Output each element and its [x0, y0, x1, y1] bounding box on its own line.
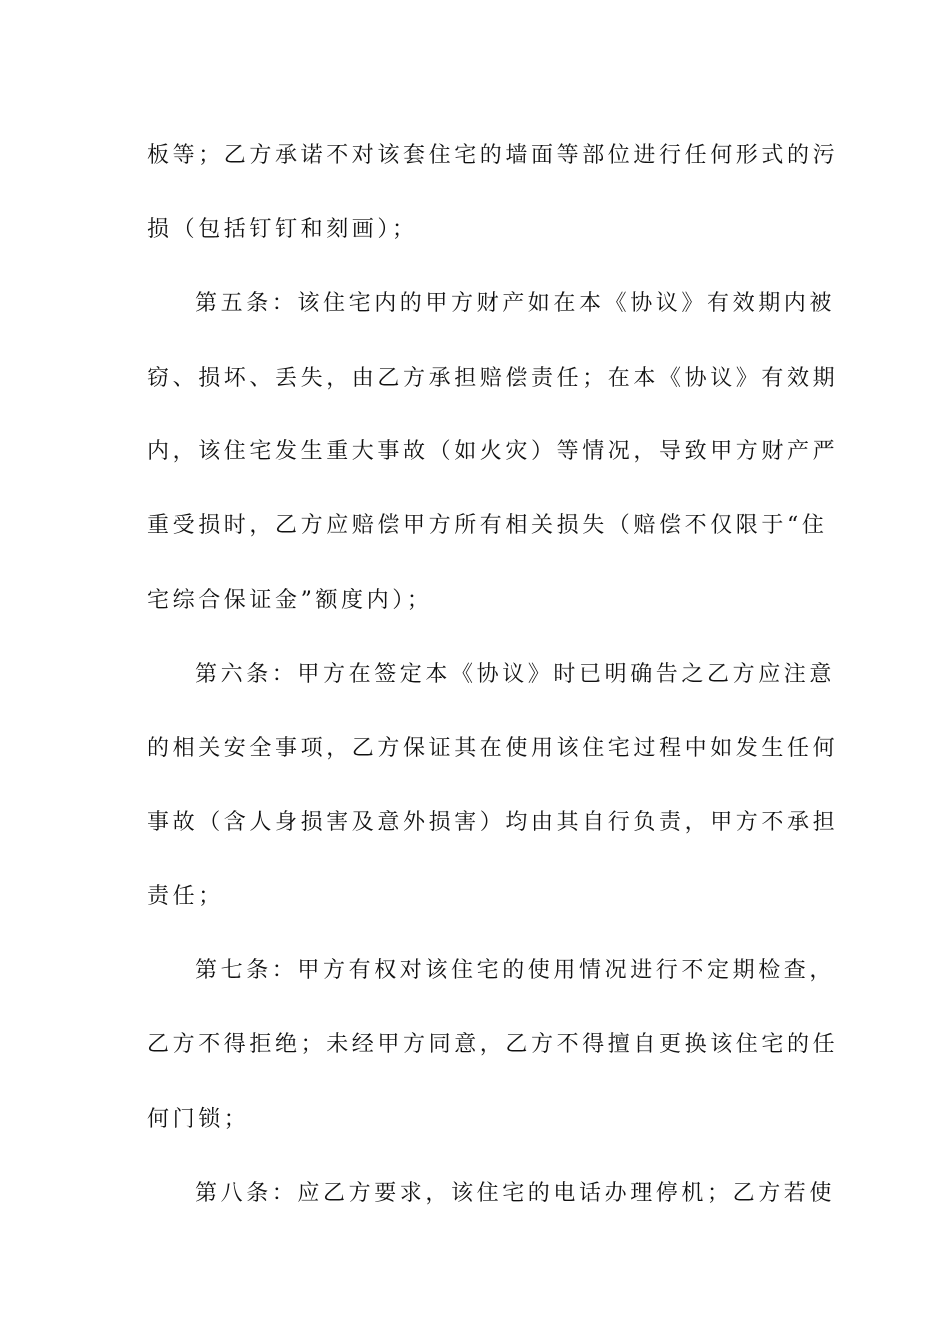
text-line: 重受损时，乙方应赔偿甲方所有相关损失（赔偿不仅限于“住 — [147, 513, 828, 538]
text-line: 损（包括钉钉和刻画）； — [147, 217, 418, 242]
text-line: 窃、损坏、丢失，由乙方承担赔偿责任；在本《协议》有效期 — [147, 366, 839, 391]
text-line: 乙方不得拒绝；未经甲方同意，乙方不得擅自更换该住宅的任 — [147, 1032, 839, 1057]
text-line: 责任； — [147, 884, 224, 909]
text-line: 的相关安全事项，乙方保证其在使用该住宅过程中如发生任何 — [147, 736, 839, 761]
paragraph-start-article-6: 第六条：甲方在签定本《协议》时已明确告之乙方应注意 — [195, 662, 836, 687]
text-line: 宅综合保证金”额度内）； — [147, 588, 433, 613]
text-line: 何门锁； — [147, 1107, 250, 1132]
text-line: 内，该住宅发生重大事故（如火灾）等情况，导致甲方财产严 — [147, 439, 839, 464]
text-line: 事故（含人身损害及意外损害）均由其自行负责，甲方不承担 — [147, 810, 839, 835]
text-line: 板等；乙方承诺不对该套住宅的墙面等部位进行任何形式的污 — [147, 143, 839, 168]
paragraph-start-article-5: 第五条：该住宅内的甲方财产如在本《协议》有效期内被 — [195, 291, 836, 316]
paragraph-start-article-8: 第八条：应乙方要求，该住宅的电话办理停机；乙方若使 — [195, 1181, 836, 1206]
paragraph-start-article-7: 第七条：甲方有权对该住宅的使用情况进行不定期检查， — [195, 958, 836, 983]
